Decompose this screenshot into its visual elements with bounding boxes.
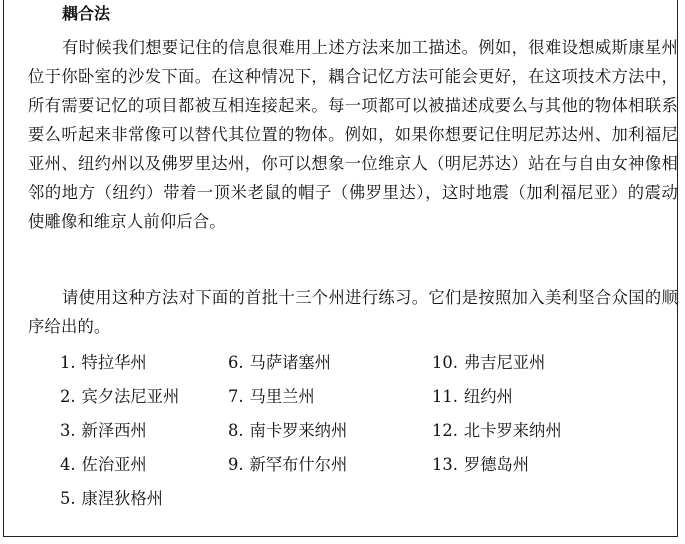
item-label: 马萨诸塞州 xyxy=(249,353,331,372)
item-number: 12. xyxy=(432,421,458,440)
list-item xyxy=(432,348,622,382)
list-item xyxy=(60,416,228,450)
item-label: 弗吉尼亚州 xyxy=(463,353,546,372)
item-number: 13. xyxy=(432,455,458,474)
state-list xyxy=(60,348,620,518)
list-item xyxy=(60,450,228,484)
item-number: 10. xyxy=(432,353,458,372)
item-number: 7. xyxy=(228,387,244,406)
list-item xyxy=(432,416,622,450)
item-number: 4. xyxy=(60,455,76,474)
paragraph-instruction: 请使用这种方法对下面的首批十三个州进行练习。它们是按照加入美利坚合众国的顺序给出的。 xyxy=(28,288,678,336)
item-label: 马里兰州 xyxy=(249,387,315,406)
list-item xyxy=(228,450,432,484)
item-label: 康涅狄格州 xyxy=(81,489,163,508)
list-item xyxy=(228,382,432,416)
item-label: 罗德岛州 xyxy=(463,455,530,474)
list-item xyxy=(60,484,228,518)
list-item xyxy=(228,348,432,382)
item-number: 8. xyxy=(228,421,244,440)
paragraph-explanation: 有时候我们想要记住的信息很难用上述方法来加工描述。例如，很难设想威斯康星州位于你卧室的沙发下面。在这种情况下，耦合记忆方法可能会更好，在这项技术方法中，所有需要记忆的项目都被互相连接起来。每一项都可以被描述成要么与其他的物体相联系要么听起来非常像可以替代其位置的物体。例如，如果你想要记住明尼苏达州、加利福尼亚州、纽约州以及佛罗里达州，你可以想象一位维京人（明尼苏达）站在与自由女神像相邻的地方（纽约）带着一顶米老鼠的帽子（佛罗里达），这时地震（加利福尼亚）的震动使雕像和维京人前仰后合。 xyxy=(28,38,678,231)
list-item xyxy=(60,382,228,416)
item-number: 11. xyxy=(432,387,458,406)
list-item xyxy=(60,348,228,382)
item-label: 纽约州 xyxy=(463,387,513,406)
item-number: 5. xyxy=(60,489,76,508)
item-label: 新罕布什尔州 xyxy=(249,455,348,474)
item-label: 宾夕法尼亚州 xyxy=(81,387,180,406)
item-label: 南卡罗来纳州 xyxy=(249,421,348,440)
item-label: 特拉华州 xyxy=(81,353,147,372)
list-item xyxy=(432,450,622,484)
item-label: 新泽西州 xyxy=(81,421,147,440)
item-label: 佐治亚州 xyxy=(81,455,147,474)
item-number: 9. xyxy=(228,455,244,474)
section-heading: 耦合法 xyxy=(62,4,111,23)
item-number: 3. xyxy=(60,421,76,440)
list-item xyxy=(228,416,432,450)
item-number: 1. xyxy=(60,353,76,372)
item-number: 6. xyxy=(228,353,244,372)
item-label: 北卡罗来纳州 xyxy=(463,421,562,440)
content-box xyxy=(3,0,678,537)
item-number: 2. xyxy=(60,387,76,406)
list-item xyxy=(432,382,622,416)
